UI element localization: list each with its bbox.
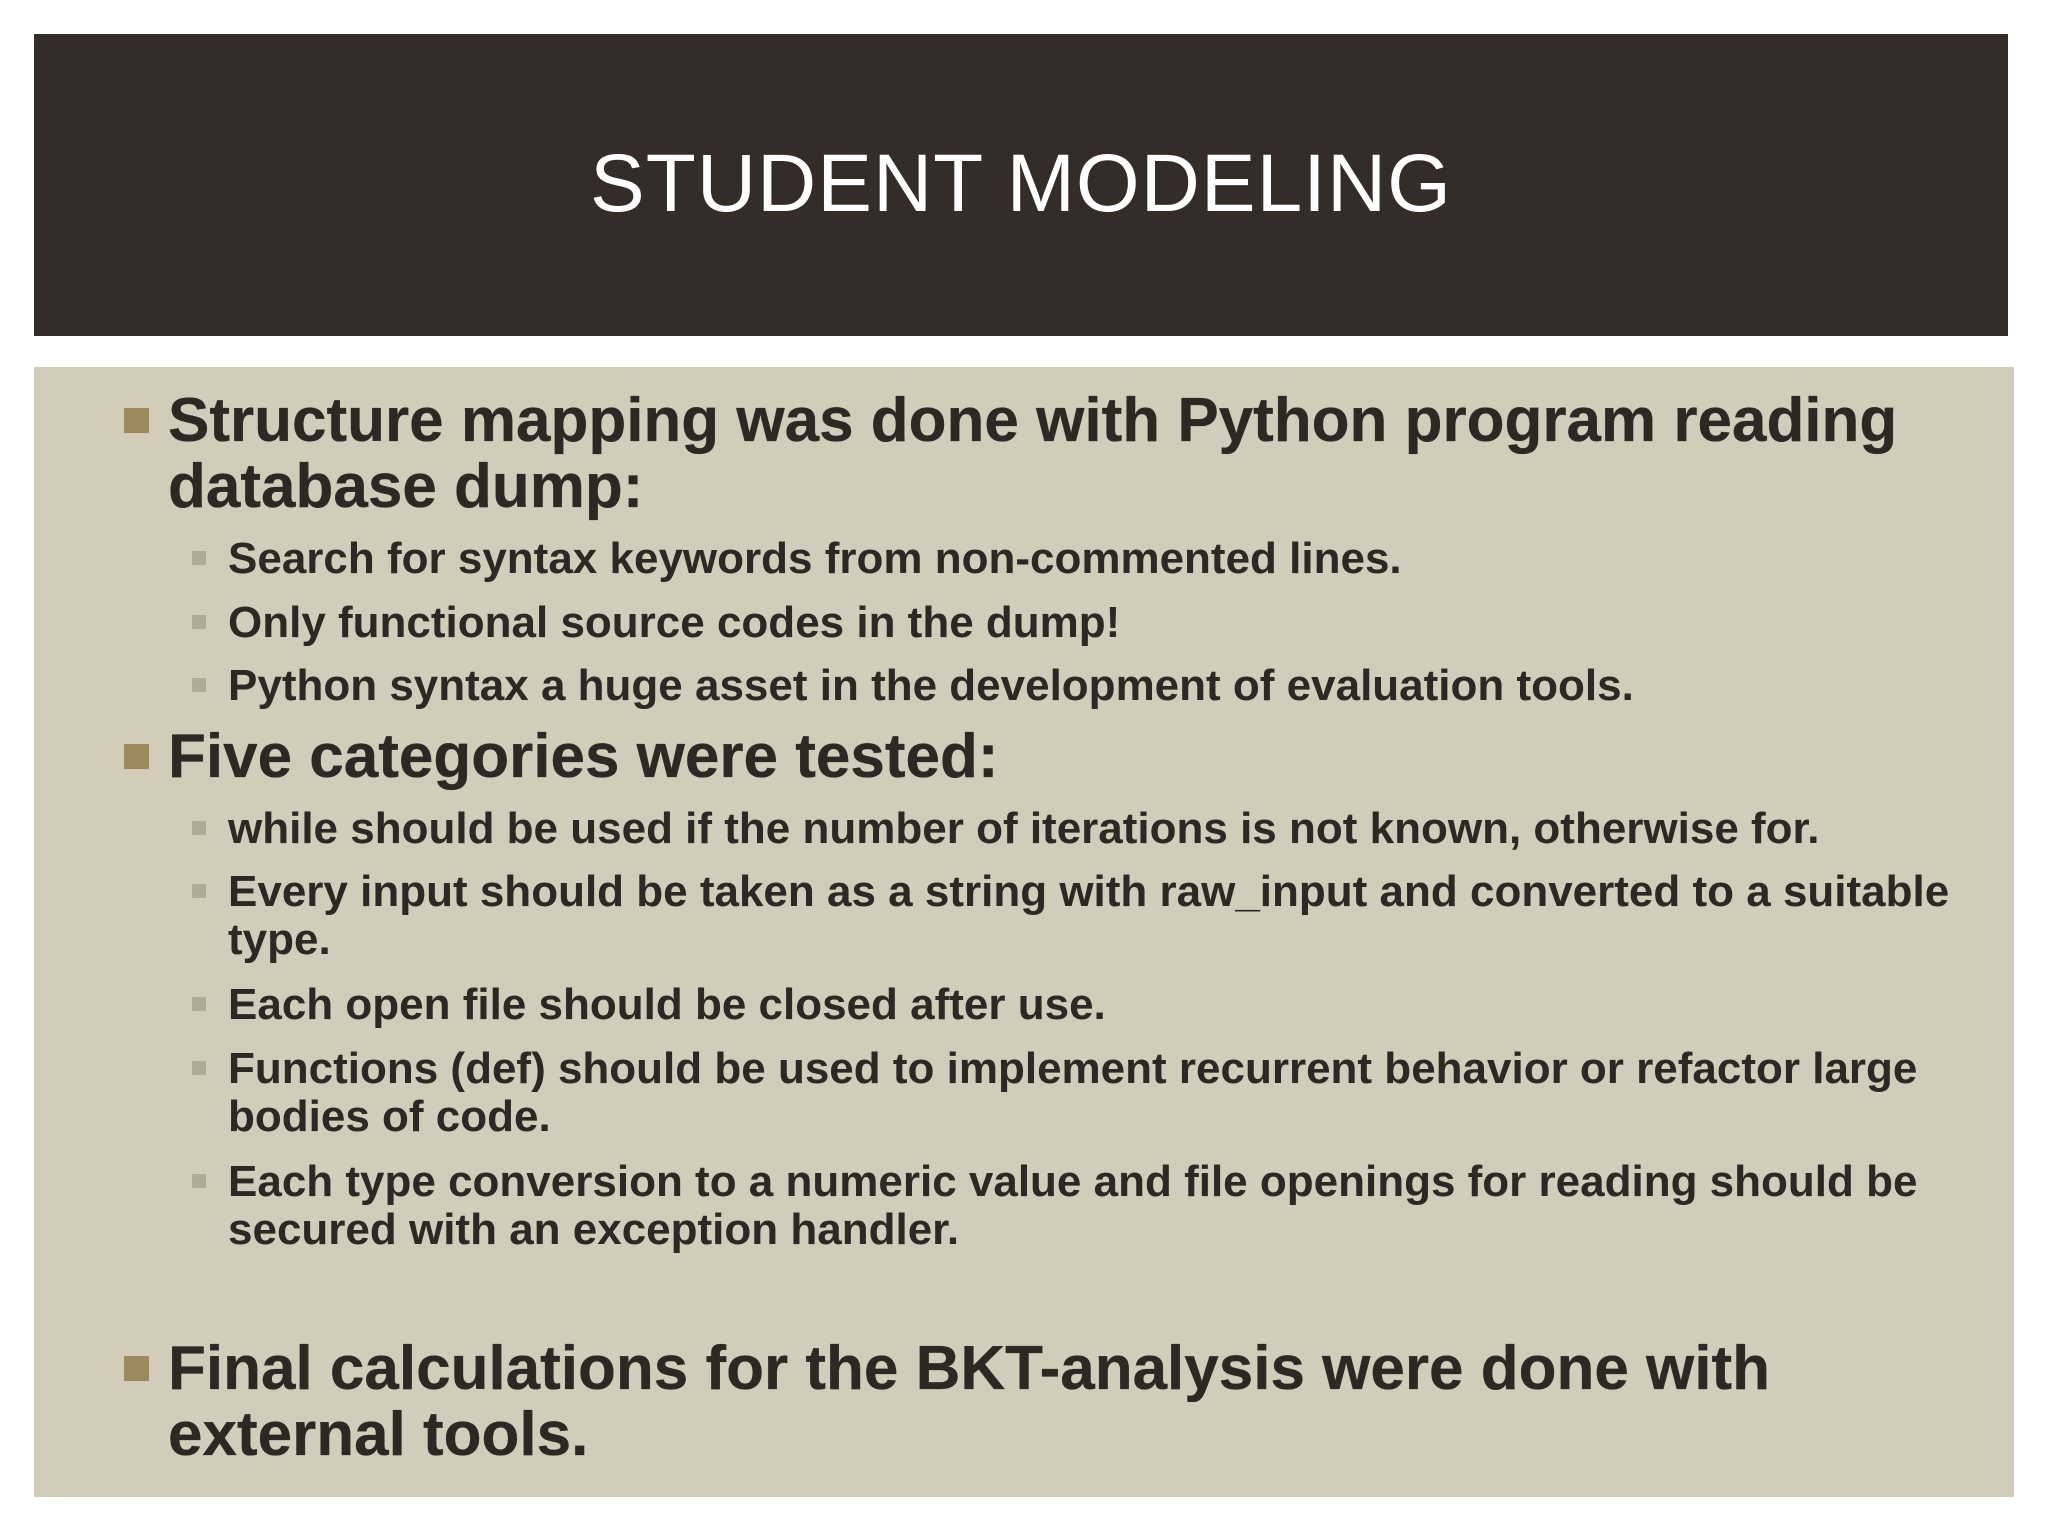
subbullet-2-2: Every input should be taken as a string with raw_input and converted to a suitable type.	[228, 867, 1950, 964]
subbullet-2-4: Functions (def) should be used to implement recurrent behavior or refactor large bodies of code.	[228, 1044, 1918, 1141]
subbullet-2-3: Each open file should be closed after use.	[228, 980, 1106, 1029]
bullet-2: Five categories were tested:	[168, 722, 999, 791]
subbullet-marker-icon	[192, 884, 206, 898]
subbullet-marker-icon	[192, 551, 206, 565]
slide-title: STUDENT MODELING	[590, 138, 1452, 229]
subbullet-marker-icon	[192, 615, 206, 629]
subbullet-1-3: Python syntax a huge asset in the development of evaluation tools.	[228, 661, 1634, 710]
subbullet-marker-icon	[192, 1174, 206, 1188]
subbullet-marker-icon	[192, 821, 206, 835]
bullet-marker-icon	[124, 744, 149, 769]
bullet-1: Structure mapping was done with Python program reading database dump:	[168, 386, 1898, 521]
subbullet-1-1: Search for syntax keywords from non-commented lines.	[228, 534, 1402, 583]
subbullet-1-2: Only functional source codes in the dump!	[228, 598, 1121, 647]
bullet-list	[34, 367, 2014, 1497]
subbullet-2-1: while should be used if the number of iterations is not known, otherwise for.	[228, 804, 1820, 853]
subbullet-marker-icon	[192, 1061, 206, 1075]
subbullet-marker-icon	[192, 997, 206, 1011]
subbullet-2-5: Each type conversion to a numeric value and file openings for reading should be secured with an exception handler.	[228, 1157, 1918, 1254]
bullet-marker-icon	[124, 408, 149, 433]
subbullet-marker-icon	[192, 678, 206, 692]
bullet-marker-icon	[124, 1356, 149, 1381]
title-bar	[34, 34, 2008, 336]
bullet-3: Final calculations for the BKT-analysis were done with external tools.	[168, 1334, 1771, 1469]
content-panel	[34, 367, 2014, 1497]
